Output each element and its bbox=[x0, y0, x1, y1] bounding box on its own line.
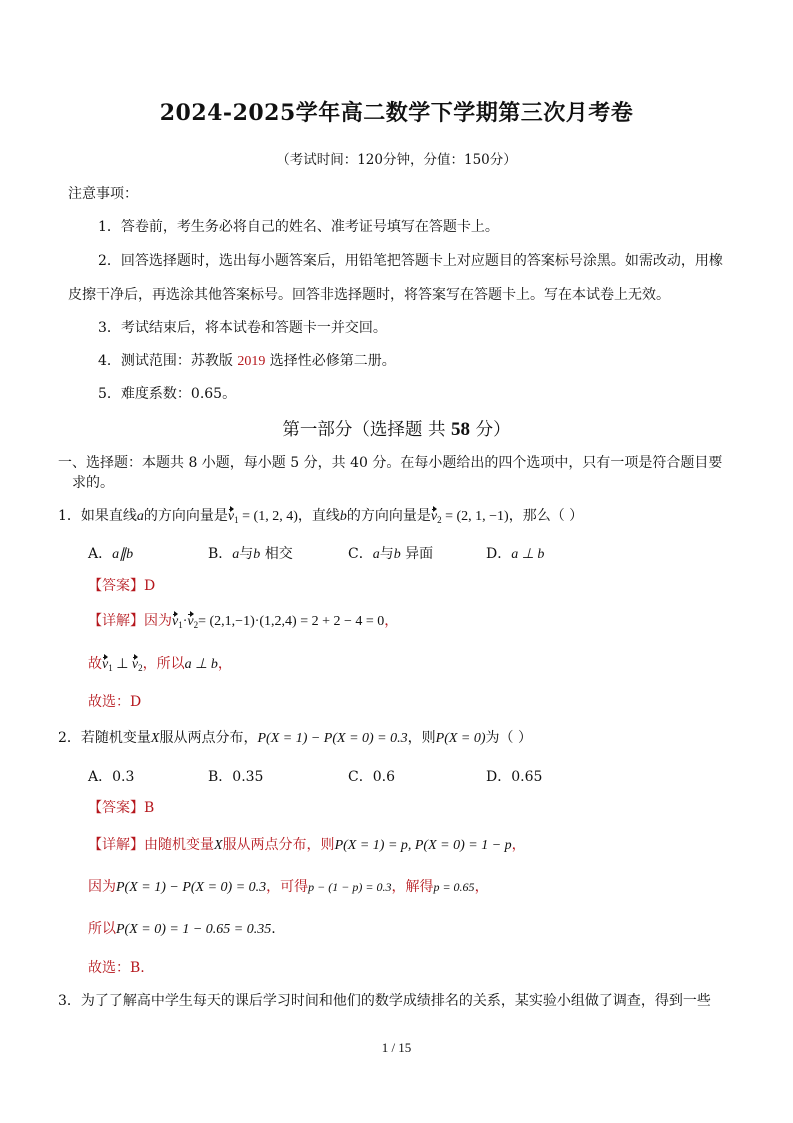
section1-instructions: 一、选择题：本题共 8 小题，每小题 5 分，共 40 分。在每小题给出的四个选项中，只有一项是符合题目要 bbox=[58, 455, 723, 471]
q2-detail-3: 所以P(X = 0) = 1 − 0.65 = 0.35. bbox=[88, 921, 276, 937]
q2-conclusion: 故选：B. bbox=[88, 960, 145, 976]
part1-heading: 第一部分（选择题 共 58 分） bbox=[282, 419, 511, 440]
q1-detail-2: 故$v_1$ ⊥ $v_2$，所以a ⊥ b， bbox=[88, 656, 232, 673]
q2-answer: 【答案】B bbox=[88, 800, 155, 816]
exam-title: 2024-2025学年高二数学下学期第三次月考卷 bbox=[159, 100, 634, 126]
q1-detail-1: 【详解】因为$v_1\cdot v_2= (2,1,-1)\cdot(1,2,4) = 2 + 2 - 4 = 0$， bbox=[88, 613, 399, 630]
q2-option-d[interactable]: D．0.65 bbox=[486, 769, 543, 785]
notice-5: 5．难度系数：0.65。 bbox=[98, 386, 237, 402]
exam-subtitle: （考试时间：120分钟，分值：150分） bbox=[276, 152, 517, 168]
q2-option-c[interactable]: C．0.6 bbox=[348, 769, 395, 785]
q1-option-c[interactable]: C．a与b 异面 bbox=[348, 546, 434, 562]
q1-answer: 【答案】D bbox=[88, 578, 156, 594]
q2-stem: 2．若随机变量X服从两点分布，P(X = 1) − P(X = 0) = 0.3，则P(X = 0)为（ ） bbox=[58, 730, 532, 746]
q1-conclusion: 故选：D bbox=[88, 694, 142, 710]
section1-instructions-cont: 求的。 bbox=[72, 475, 114, 491]
notice-1: 1．答卷前，考生务必将自己的姓名、准考证号填写在答题卡上。 bbox=[98, 219, 499, 235]
q2-detail-1: 【详解】由随机变量X服从两点分布，则P(X = 1) = p, P(X = 0) = 1 − p， bbox=[88, 837, 526, 853]
notice-2: 2．回答选择题时，选出每小题答案后，用铅笔把答题卡上对应题目的答案标号涂黑。如需改动，用橡 bbox=[98, 253, 723, 269]
notice-2-cont: 皮擦干净后，再选涂其他答案标号。回答非选择题时，将答案写在答题卡上。写在本试卷上无效。 bbox=[68, 287, 670, 303]
q1-option-a[interactable]: A．a∥b bbox=[88, 546, 134, 562]
q1-stem: 1．如果直线a的方向向量是$v_1 = (1$, 2, 4)，直线b的方向向量是$v_2 = (2$, 1, −1)，那么（ ） bbox=[58, 508, 584, 525]
page-number: 1 / 15 bbox=[381, 1040, 412, 1055]
q3-stem: 3．为了了解高中学生每天的课后学习时间和他们的数学成绩排名的关系，某实验小组做了调查，得到一些 bbox=[58, 993, 711, 1009]
q2-detail-2: 因为P(X = 1) − P(X = 0) = 0.3，可得p − (1 − p) = 0.3，解得p = 0.65， bbox=[88, 879, 489, 895]
q1-option-b[interactable]: B．a与b 相交 bbox=[208, 546, 293, 562]
q2-option-a[interactable]: A．0.3 bbox=[88, 769, 135, 785]
q2-option-b[interactable]: B．0.35 bbox=[208, 769, 264, 785]
notice-4-year: 2019 bbox=[237, 354, 266, 369]
notice-heading: 注意事项： bbox=[68, 186, 138, 202]
notice-4: 4．测试范围：苏教版 2019 选择性必修第二册。 bbox=[98, 353, 396, 369]
q1-option-d[interactable]: D．a ⊥ b bbox=[486, 546, 545, 562]
notice-3: 3．考试结束后，将本试卷和答题卡一并交回。 bbox=[98, 320, 387, 336]
